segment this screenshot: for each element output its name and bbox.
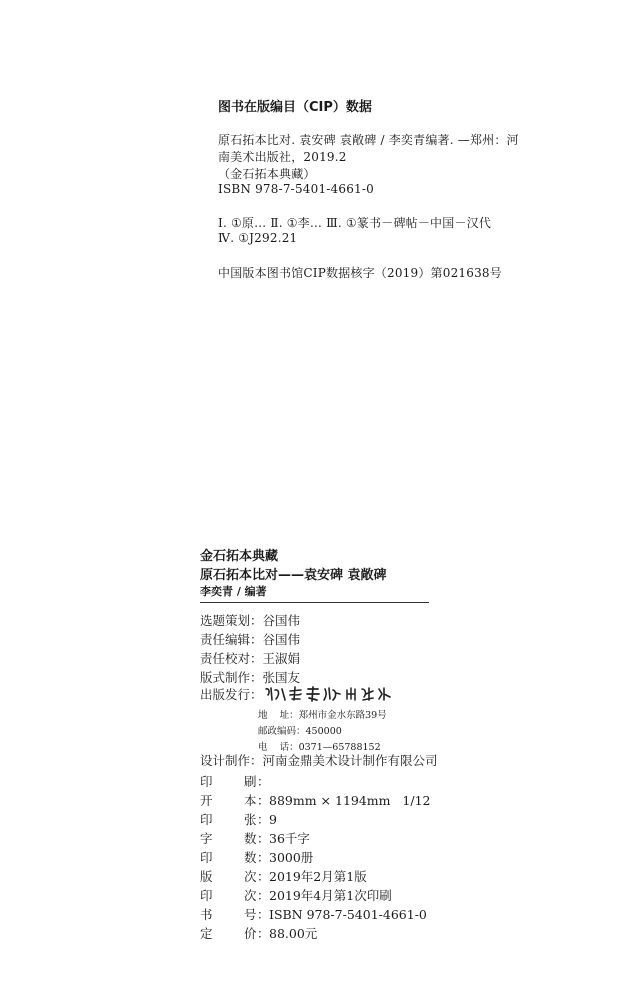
cip-index-line: Ⅰ. ①原… Ⅱ. ①李… Ⅲ. ①篆书－碑帖－中国－汉代: [218, 216, 492, 230]
address-label: 电 话：: [258, 742, 299, 753]
spec-value: ISBN 978-7-5401-4661-0: [269, 907, 427, 922]
credit-label: 选题策划：: [200, 613, 263, 628]
spec-value: 2019年2月第1版: [269, 869, 367, 884]
spec-label-b: 张: [244, 812, 257, 827]
credit-proofreader: [200, 649, 300, 667]
spec-label-b: 次: [244, 869, 257, 884]
credit-label: 版式制作：: [200, 670, 263, 685]
credit-label: 出版发行：: [200, 687, 263, 702]
spec-printing: [200, 772, 269, 790]
cip-series-line: （金石拓本典藏）: [218, 167, 316, 181]
spec-label-a: 开: [200, 793, 213, 808]
spec-label-a: 定: [200, 926, 213, 941]
spec-value: 889mm × 1194mm 1/12: [269, 793, 431, 808]
spec-colon: ：: [257, 831, 270, 846]
spec-price: [200, 924, 317, 942]
book-title: 原石拓本比对——袁安碑 袁敞碑: [200, 568, 387, 583]
spec-label-b: 数: [244, 850, 257, 865]
address-street: [258, 707, 387, 721]
credit-value: 张国友: [262, 670, 301, 685]
spec-label-a: 印: [200, 850, 213, 865]
cip-heading: 图书在版编目（CIP）数据: [218, 100, 372, 115]
address-postcode: [258, 723, 342, 737]
series-name: 金石拓本典藏: [200, 549, 279, 564]
divider-rule: [200, 602, 429, 603]
spec-label-a: 印: [200, 888, 213, 903]
spec-colon: ：: [257, 869, 270, 884]
spec-label-b: 刷: [244, 774, 257, 789]
credit-planner: [200, 611, 300, 629]
credit-label: 设计制作：: [200, 753, 263, 768]
credit-label: 责任校对：: [200, 651, 263, 666]
address-value: 郑州市金水东路39号: [298, 710, 387, 721]
credit-value: 河南金鼎美术设计制作有限公司: [262, 753, 438, 768]
spec-format: [200, 791, 431, 809]
credit-design: [200, 751, 438, 769]
spec-value: 2019年4月第1次印刷: [269, 888, 392, 903]
spec-label-b: 数: [244, 831, 257, 846]
credit-value: 谷国伟: [262, 613, 301, 628]
spec-label-b: 价: [244, 926, 257, 941]
spec-value: 3000册: [269, 850, 314, 865]
spec-label-b: 本: [244, 793, 257, 808]
author-line: 李奕青 / 编著: [200, 585, 267, 598]
credit-value: 谷国伟: [262, 632, 301, 647]
cip-record-number: 中国版本图书馆CIP数据核字（2019）第021638号: [218, 266, 502, 280]
cip-isbn-line: ISBN 978-7-5401-4661-0: [218, 182, 374, 196]
spec-label-a: 版: [200, 869, 213, 884]
spec-colon: ：: [257, 907, 270, 922]
spec-label-a: 印: [200, 774, 213, 789]
spec-value: 88.00元: [269, 926, 318, 941]
spec-print-run: [200, 848, 313, 866]
spec-label-b: 号: [244, 907, 257, 922]
credit-layout: [200, 668, 300, 686]
spec-colon: ：: [257, 888, 270, 903]
spec-colon: ：: [257, 926, 270, 941]
publisher-logo: [263, 685, 393, 706]
cip-classification-line: Ⅳ. ①J292.21: [218, 231, 298, 245]
spec-label-b: 次: [244, 888, 257, 903]
spec-colon: ：: [257, 850, 270, 865]
address-label: 地 址：: [258, 710, 299, 721]
spec-label-a: 字: [200, 831, 213, 846]
spec-impression: [200, 886, 392, 904]
spec-colon: ：: [257, 774, 270, 789]
cip-publisher-line: 南美术出版社，2019.2: [218, 150, 347, 164]
spec-isbn: [200, 905, 427, 923]
spec-edition: [200, 867, 367, 885]
spec-colon: ：: [257, 812, 270, 827]
spec-colon: ：: [257, 793, 270, 808]
spec-label-a: 印: [200, 812, 213, 827]
spec-word-count: [200, 829, 310, 847]
credit-label: 责任编辑：: [200, 632, 263, 647]
spec-value: 36千字: [269, 831, 310, 846]
spec-sheets: [200, 810, 277, 828]
address-value: 450000: [305, 726, 342, 737]
address-value: 0371—65788152: [298, 742, 381, 753]
address-label: 邮政编码：: [258, 726, 306, 737]
credit-publisher: [200, 685, 393, 706]
spec-label-a: 书: [200, 907, 213, 922]
credit-value: 王淑娟: [262, 651, 301, 666]
spec-value: 9: [269, 812, 277, 827]
cip-title-line: 原石拓本比对. 袁安碑 袁敞碑 / 李奕青编著. —郑州：河: [218, 133, 519, 147]
credit-editor: [200, 630, 300, 648]
